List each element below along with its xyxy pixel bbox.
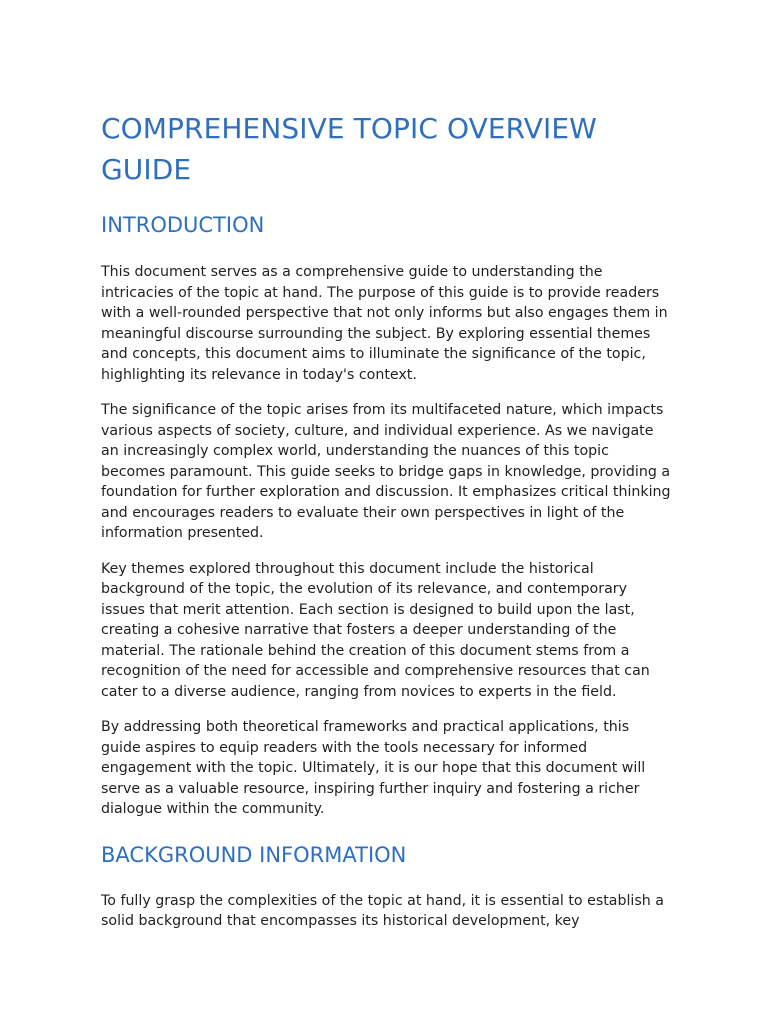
- section-heading-background-information: BACKGROUND INFORMATION: [101, 842, 407, 867]
- paragraph: This document serves as a comprehensive guide to understanding the intricacies of the topic at hand. The purpose of this guide is to provide readers with a well-rounded perspective that not only informs but also engages them in meaningful discourse surrounding the subject. By exploring essential themes and concepts, this document aims to illuminate the significance of the topic, highlighting its relevance in today's context.: [101, 264, 668, 383]
- paragraph: To fully grasp the complexities of the topic at hand, it is essential to establish a solid background that encompasses its historical development, key: [101, 892, 664, 929]
- section-heading-introduction: INTRODUCTION: [101, 213, 265, 237]
- paragraph: Key themes explored throughout this document include the historical background of the topic, the evolution of its relevance, and contemporary issues that merit attention. Each section is designed to build upon the last, creating a cohesive narrative that fosters a deeper understanding of the material. The rationale behind the creation of this document stems from a recognition of the need for accessible and comprehensive resources that can cater to a diverse audience, ranging from novices to experts in the field.: [101, 560, 650, 700]
- paragraph: The significance of the topic arises from its multifaceted nature, which impacts various aspects of society, culture, and individual experience. As we navigate an increasingly complex world, understanding the nuances of this topic becomes paramount. This guide seeks to bridge gaps in knowledge, providing a foundation for further exploration and discussion. It emphasizes critical thinking and encourages readers to evaluate their own perspectives in light of the information presented.: [101, 402, 671, 541]
- paragraph: By addressing both theoretical frameworks and practical applications, this guide aspires to equip readers with the tools necessary for informed engagement with the topic. Ultimately, it is our hope that this document will serve as a valuable resource, inspiring further inquiry and fostering a richer dialogue within the community.: [101, 719, 646, 817]
- document-body: [101, 108, 671, 932]
- document-title: COMPREHENSIVE TOPIC OVERVIEW GUIDE: [101, 112, 597, 186]
